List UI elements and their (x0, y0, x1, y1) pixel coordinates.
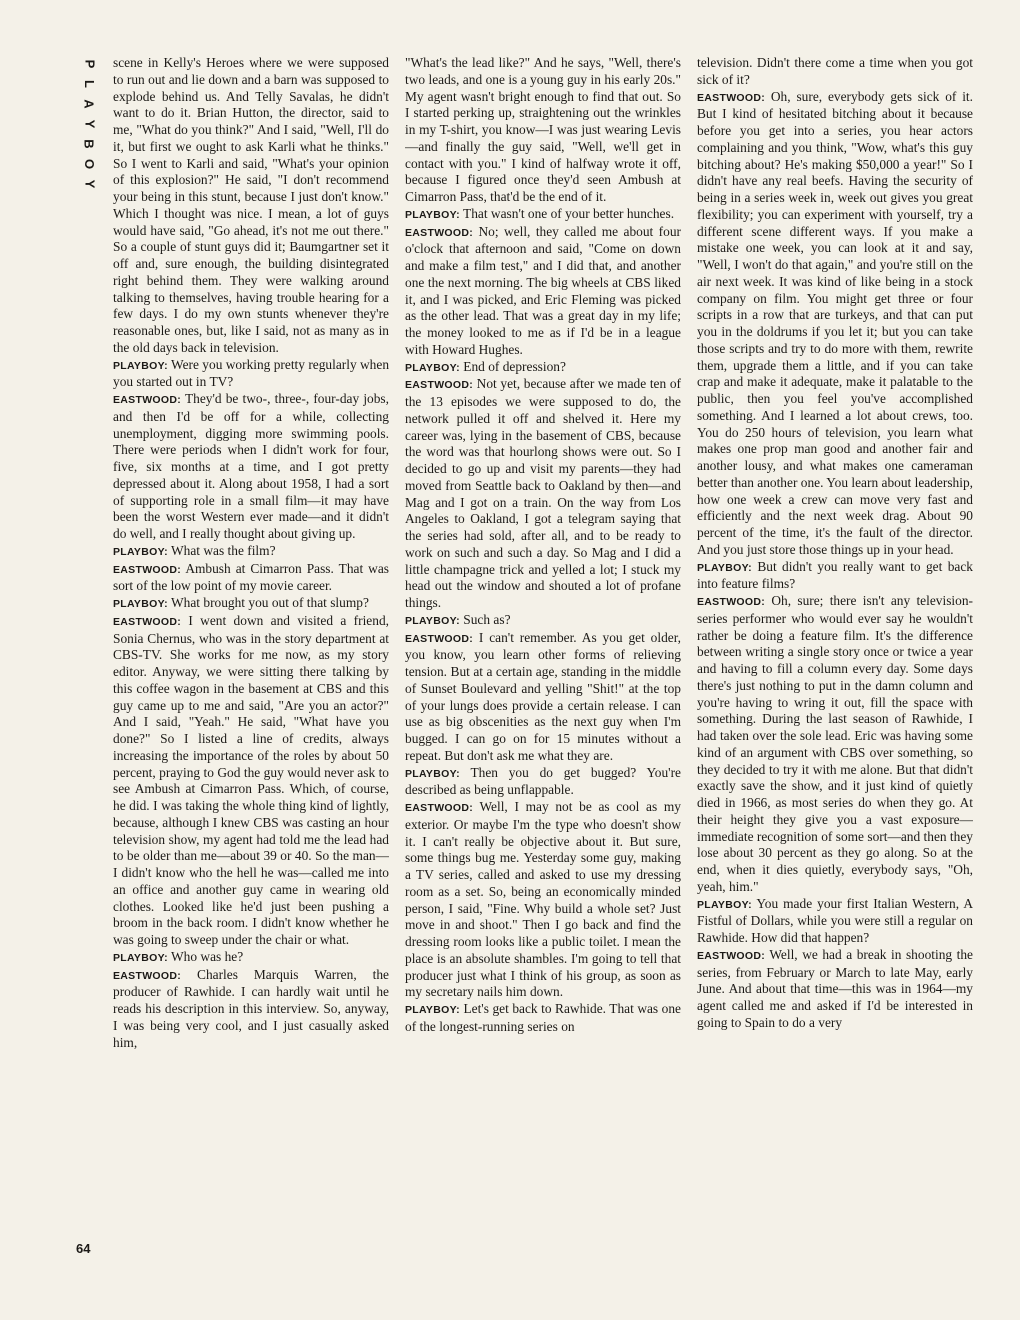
paragraph-text: End of depression? (463, 358, 566, 374)
paragraph-text: You made your first Italian Western, A Fistful of Dollars, while you were still a regular on Rawhide. How did that happen? (697, 895, 973, 945)
paragraph-text: Not yet, because after we made ten of the 13 episodes we were supposed to do, the network pulled it off and shelved it. Here my career was, lying in the basement of CBS, because the word was that hourlong shows were out. So I decided to go up and visit my parents—they had moved from Seattle back to Oakland by then—and Mag and I got on a train. On the way from Los Angeles to Oakland, I got a telegram saying that the series had sold, after all, and to be ready to work on such and such a day. So Mag and I did a little champagne trick and yelled a lot; I stuck my head out the window and shouted a lot of profane things. (405, 376, 681, 610)
paragraph-text: No; well, they called me about four o'clock that afternoon and said, "Come on down and make a film test," and I did that, and another one the next morning. The big wheels at CBS liked it, and I was picked, and Eric Fleming was picked as the other lead. That was a great day in my life; the money looked to me as if I'd be in a league with Howard Hughes. (405, 223, 681, 357)
paragraph-text: Let's get back to Rawhide. That was one of the longest-running series on (405, 1001, 681, 1034)
paragraph-text: Were you working pretty regularly when you started out in TV? (113, 356, 389, 390)
paragraph-text: scene in Kelly's Heroes where we were supposed to run out and lie down and a barn was supposed to explode behind us. And Telly Savalas, he didn't want to do it. Brian Hutton, the director, said to me, "What do you think?" And I said, "Well, I'll do it, but first we ought to ask Karli what he thinks." So I went to Karli and said, "What's your opinion of this explosion?" He said, "I don't recommend your being in this stunt, because I just don't know." Which I thought was nice. I mean, a lot of guys would have said, "Go ahead, it's not me out there." So a couple of stunt guys did it; Baumgartner set it off and, sure enough, the building disintegrated right behind them. They were walking around talking to themselves, having trouble hearing for a few days. I do my own stunts whenever they're reasonable ones, but, like I said, not as many as in the old days back in television. (113, 55, 389, 355)
speaker-label: PLAYBOY: (405, 767, 460, 780)
magazine-name-letter: B (81, 139, 97, 149)
paragraph-text: Then you do get bugged? You're described as being unflappable. (405, 764, 681, 798)
interview-paragraph (405, 376, 681, 612)
interview-paragraph (113, 613, 389, 949)
magazine-name-letter: O (82, 158, 97, 170)
interview-paragraph (113, 595, 389, 613)
paragraph-text: "What's the lead like?" And he says, "Well, there's two leads, and one is a young guy in his early 20s." My agent wasn't bright enough to find that out. So I started perking up, straightening out the wrinkles in my T-shirt, you know—I was just wearing Levis—and finally the guy said, "Well, we'll get in contact with you." I kind of halfway wrote it off, because I figured once they'd seen Ambush at Cimarron Pass, that'd be the end of it. (405, 55, 681, 204)
speaker-label: PLAYBOY: (113, 951, 168, 964)
interview-paragraph (697, 89, 973, 559)
speaker-label: PLAYBOY: (113, 359, 168, 372)
speaker-label: EASTWOOD: (113, 563, 182, 576)
speaker-label: PLAYBOY: (405, 361, 460, 374)
paragraph-text: What was the film? (171, 542, 276, 558)
interview-paragraph (405, 224, 681, 359)
paragraph-text: Who was he? (171, 948, 244, 964)
interview-paragraph (113, 949, 389, 967)
interview-paragraph (405, 55, 681, 206)
paragraph-text: What brought you out of that slump? (171, 595, 369, 610)
speaker-label: EASTWOOD: (405, 632, 474, 645)
interview-paragraph (405, 359, 681, 377)
interview-paragraph (113, 561, 389, 596)
paragraph-text: I went down and visited a friend, Sonia Chernus, who was in the story department at CBS-TV. She works for me now, as my story editor. Anyway, we were sitting there talking by this coffee wagon in the basement at CBS and this guy came up to me and said, "Are you an actor?" And I said, "Yeah." He said, "What have you done?" So I listed a line of credits, always increasing the importance of the roles by about 50 percent, praying to God the guy would never ask to see Ambush at Cimarron Pass. Which, of course, he did. I was taking the whole thing kind of lightly, because, although I knew CBS was casting an hour television show, my agent had told me the lead had to be older than me—about 39 or 40. So the man—I didn't know who the hell he was—called me into an office and another guy came in wearing old clothes. Looked like he'd just been pushing a broom in the back room. I didn't know whether he was going to sweep under the chair or what. (113, 612, 389, 947)
interview-paragraph (113, 55, 389, 357)
interview-paragraph (405, 206, 681, 224)
speaker-label: EASTWOOD: (113, 394, 182, 406)
interview-paragraph (113, 543, 389, 561)
speaker-label: EASTWOOD: (697, 596, 766, 608)
speaker-label: EASTWOOD: (697, 91, 766, 104)
speaker-label: PLAYBOY: (405, 208, 460, 221)
interview-paragraph (697, 55, 973, 89)
interview-paragraph (697, 559, 973, 594)
paragraph-text: Well, I may not be as cool as my exterior. Or maybe I'm the type who doesn't show it. I can't really be objective about it. But sure, some things bug me. Yesterday some guy, making a TV series, called and asked to use my dressing room as a set. So, being an economically minded person, I said, "Fine. Why build a whole set? Just move in and shoot." Then I go back and find the dressing room looks like a public toilet. I mean the place is an absolute shambles. I'm going to tell that producer just what I think of his group, as soon as my secretary nails him down. (405, 799, 681, 1000)
speaker-label: PLAYBOY: (697, 561, 752, 574)
paragraph-text: I can't remember. As you get older, you know, you learn other forms of relieving tension. But at a certain age, standing in the middle of Sunset Boulevard and yelling "Shit!" at the top of your lungs does provide a certain release. I can use as big obscenities as the next guy when I'm bugged. I can go on for 15 minutes without a repeat. But don't ask me what they are. (405, 629, 681, 763)
magazine-name-letter: Y (81, 119, 97, 129)
interview-paragraph (405, 612, 681, 630)
text-column-2 (405, 55, 681, 1270)
speaker-label: EASTWOOD: (405, 802, 474, 814)
speaker-label: EASTWOOD: (405, 379, 474, 392)
interview-paragraph (405, 799, 681, 1001)
magazine-name-letter: Y (81, 179, 97, 189)
paragraph-text: That wasn't one of your better hunches. (463, 205, 675, 221)
speaker-label: PLAYBOY: (113, 545, 168, 558)
speaker-label: PLAYBOY: (405, 614, 460, 627)
interview-paragraph (405, 765, 681, 800)
interview-paragraph (113, 391, 389, 543)
paragraph-text: Charles Marquis Warren, the producer of Rawhide. I can hardly wait until he reads his description in this interview. So, anyway, I was being very cool, and I just casually asked him, (113, 966, 389, 1050)
paragraph-text: But didn't you really want to get back into feature films? (697, 558, 973, 592)
interview-paragraph (405, 1001, 681, 1036)
paragraph-text: Oh, sure; there isn't any television-series performer who would ever say he wouldn't rather be doing a feature film. It's the difference between writing a single story once or twice a year and having to fill a column every day. Some days there's just nothing to put in the damn column and you're having to wring it out, fill the space with something. During the last season of Rawhide, I had taken over the sole lead. Eric was having some kind of an argument with CBS over something, so they decided to try it with me alone. But that didn't exactly save the show, and it just kind of quietly died in 1966, as most series do when they go. At their height they give you a vast exposure—immediate recognition of some sort—and then they lose about 30 percent as they go along. So at the end, when it dies quietly, everybody says, "Oh, yeah, him." (697, 593, 973, 894)
speaker-label: EASTWOOD: (405, 226, 474, 239)
text-column-1 (113, 55, 389, 1270)
paragraph-text: Well, we had a break in shooting the series, from February or March to late May, early June. And about that time—this was in 1964—my agent called me and asked if I'd be interested in going to Spain to do a very (697, 946, 973, 1030)
paragraph-text: television. Didn't there come a time when you got sick of it? (697, 55, 973, 87)
paragraph-text: Ambush at Cimarron Pass. That was sort of the low point of my movie career. (113, 560, 389, 594)
speaker-label: EASTWOOD: (113, 615, 182, 628)
interview-paragraph (113, 357, 389, 392)
magazine-name-letter: P (81, 59, 97, 69)
magazine-name-letter: A (81, 99, 97, 109)
paragraph-text: Such as? (463, 611, 511, 627)
page-number: 64 (76, 1241, 91, 1256)
speaker-label: PLAYBOY: (405, 1004, 460, 1016)
text-column-3 (697, 55, 973, 1270)
magazine-name-vertical (80, 54, 98, 194)
speaker-label: PLAYBOY: (697, 898, 752, 911)
paragraph-text: Oh, sure, everybody gets sick of it. But I kind of hesitated bitching about it because before you get into a series, you hear actors complaining and you think, "Wow, what's this guy bitching about? He's making $50,000 a year!" So I didn't have any real beefs. Having the security of being in a series week in, week out gives you great flexibility; you can experiment with yourself, try a different scene different ways. If you make a mistake one week, you can look at it and say, "Well, I won't do that again," and you're still on the air next week. It was kind of like being in a stock company on film. You might get three or four scripts in a row that are turkeys, and that can put you in the doldrums if you let it; but you can take those scripts and try to do more with them, rewrite them, upgrade them a little, and if you can take crap and make it adequate, make it palatable to the public, then you feel you've accomplished something. And I learned a lot about crews, too. You do 250 hours of television, you learn what makes one prop man good and another fair and another lousy, and what makes one cameraman better than another one. You learn about leadership, how one week a crew can move very fast and efficiently and the next week drag. About 90 percent of the time, it's the fault of the director. And you just store those things up in your head. (697, 88, 973, 557)
speaker-label: PLAYBOY: (113, 598, 168, 610)
interview-paragraph (697, 947, 973, 1032)
interview-paragraph (113, 967, 389, 1052)
magazine-name-letter: L (81, 80, 97, 88)
interview-paragraph (697, 896, 973, 947)
paragraph-text: They'd be two-, three-, four-day jobs, and then I'd be off for a while, collecting unemployment, digging more swimming pools. There were periods when I didn't work for four, five, six months at a time, and I got pretty depressed about it. Along about 1958, I had a sort of supporting role in a small film—it may have been the worst Western ever made—and it didn't do well, and I really thought about giving up. (113, 391, 389, 541)
speaker-label: EASTWOOD: (697, 949, 766, 962)
interview-paragraph (697, 593, 973, 896)
interview-paragraph (405, 630, 681, 765)
speaker-label: EASTWOOD: (113, 969, 182, 982)
